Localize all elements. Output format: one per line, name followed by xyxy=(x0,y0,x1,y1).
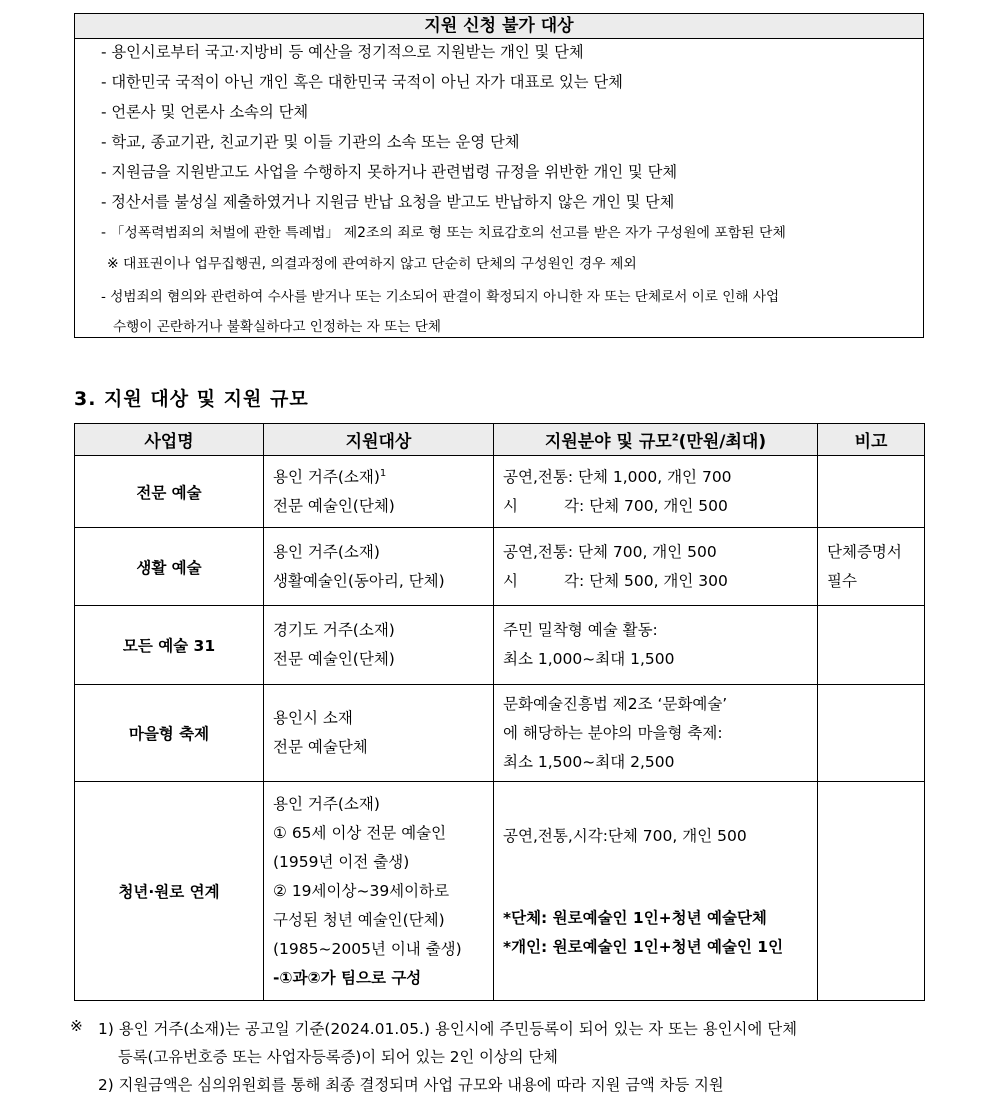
row-note xyxy=(818,782,925,1001)
table-row xyxy=(75,528,925,606)
ineligible-item: - 학교, 종교기관, 친교기관 및 이들 기관의 소속 또는 운영 단체 xyxy=(101,133,520,151)
ineligible-item: - 용인시로부터 국고·지방비 등 예산을 정기적으로 지원받는 개인 및 단체 xyxy=(101,43,584,61)
row-target: 용인 거주(소재) 생활예술인(동아리, 단체) xyxy=(264,528,494,606)
support-table xyxy=(74,423,925,1001)
row-scale: 공연,전통,시각:단체 700, 개인 500 *단체: 원로예술인 1인+청년 예술단체 *개인: 원로예술인 1인+청년 예술인 1인 xyxy=(494,782,818,1001)
row-target: 용인시 소재 전문 예술단체 xyxy=(264,685,494,782)
row-name: 청년·원로 연계 xyxy=(75,782,264,1001)
table-row xyxy=(75,606,925,685)
table-header-row xyxy=(75,424,925,456)
ineligible-item: - 정산서를 불성실 제출하였거나 지원금 반납 요청을 받고도 반납하지 않은 개인 및 단체 xyxy=(101,193,675,211)
row-name: 마을형 축제 xyxy=(75,685,264,782)
ineligible-item: - 언론사 및 언론사 소속의 단체 xyxy=(101,103,309,121)
row-scale: 공연,전통: 단체 1,000, 개인 700 시 각: 단체 700, 개인 500 xyxy=(494,456,818,528)
footnote-1-continuation: 등록(고유번호증 또는 사업자등록증)이 되어 있는 2인 이상의 단체 xyxy=(118,1048,558,1066)
header-scale: 지원분야 및 규모$^2$(만원/최대) xyxy=(494,424,818,456)
row-scale: 공연,전통: 단체 700, 개인 500 시 각: 단체 500, 개인 300 xyxy=(494,528,818,606)
ineligible-box xyxy=(74,13,924,338)
footnote-mark: ※ xyxy=(70,1017,83,1035)
row-name: 전문 예술 xyxy=(75,456,264,528)
footnote-2: 2) 지원금액은 심의위원회를 통해 최종 결정되며 사업 규모와 내용에 따라 지원 금액 차등 지원 xyxy=(98,1076,724,1094)
row-name: 모든 예술 31 xyxy=(75,606,264,685)
ineligible-item-continuation: 수행이 곤란하거나 불확실하다고 인정하는 자 또는 단체 xyxy=(113,319,441,335)
header-name: 사업명 xyxy=(75,424,264,456)
row-target: 용인 거주(소재) ① 65세 이상 전문 예술인 (1959년 이전 출생) ② 19세이상~39세이하로 구성된 청년 예술인(단체) (1985~2005년 이내 출생) -①과②가 팀으로 구성 xyxy=(264,782,494,1001)
header-note: 비고 xyxy=(818,424,925,456)
table-row xyxy=(75,456,925,528)
row-scale: 주민 밀착형 예술 활동: 최소 1,000~최대 1,500 xyxy=(494,606,818,685)
section-title: 3. 지원 대상 및 지원 규모 xyxy=(74,388,309,410)
table-row xyxy=(75,782,925,1001)
row-note: 단체증명서 필수 xyxy=(818,528,925,606)
row-note xyxy=(818,606,925,685)
header-target: 지원대상 xyxy=(264,424,494,456)
ineligible-item: - 「성폭력범죄의 처벌에 관한 특례법」 제2조의 죄로 형 또는 치료감호의 선고를 받은 자가 구성원에 포함된 단체 xyxy=(101,225,786,241)
row-scale: 문화예술진흥법 제2조 ‘문화예술’ 에 해당하는 분야의 마을형 축제: 최소 1,500~최대 2,500 xyxy=(494,685,818,782)
row-name: 생활 예술 xyxy=(75,528,264,606)
row-note xyxy=(818,456,925,528)
ineligible-item: - 대한민국 국적이 아닌 개인 혹은 대한민국 국적이 아닌 자가 대표로 있는 단체 xyxy=(101,73,623,91)
table-row xyxy=(75,685,925,782)
ineligible-note: ※ 대표권이나 업무집행권, 의결과정에 관여하지 않고 단순히 단체의 구성원인 경우 제외 xyxy=(107,256,637,272)
row-target: 경기도 거주(소재) 전문 예술인(단체) xyxy=(264,606,494,685)
ineligible-item: - 성범죄의 혐의와 관련하여 수사를 받거나 또는 기소되어 판결이 확정되지 아니한 자 또는 단체로서 이로 인해 사업 xyxy=(101,289,780,305)
ineligible-item: - 지원금을 지원받고도 사업을 수행하지 못하거나 관련법령 규정을 위반한 개인 및 단체 xyxy=(101,163,678,181)
row-target: 용인 거주(소재)$^1$ 전문 예술인(단체) xyxy=(264,456,494,528)
footnote-1: 1) 용인 거주(소재)는 공고일 기준(2024.01.05.) 용인시에 주민등록이 되어 있는 자 또는 용인시에 단체 xyxy=(98,1020,798,1038)
row-note xyxy=(818,685,925,782)
ineligible-title: 지원 신청 불가 대상 xyxy=(75,14,923,39)
